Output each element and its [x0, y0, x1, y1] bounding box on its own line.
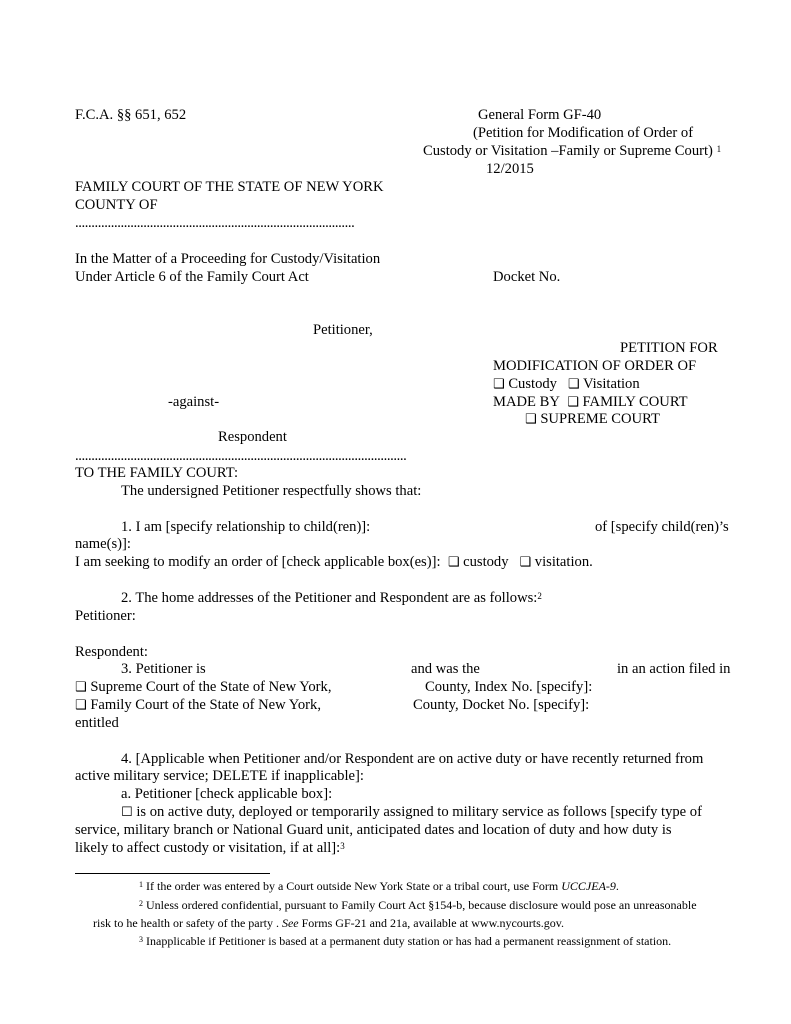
- para-3-index-no: County, Index No. [specify]:: [425, 679, 593, 695]
- footnote-ref-1: 1: [716, 144, 722, 154]
- petitioner-label: Petitioner,: [313, 322, 373, 338]
- para-3-family-court-checkbox[interactable]: ❑: [75, 698, 87, 713]
- family-court-label: FAMILY COURT: [582, 394, 688, 410]
- order-type-options: [493, 375, 640, 394]
- intro-line: The undersigned Petitioner respectfully shows that:: [121, 483, 422, 499]
- made-by-label: MADE BY: [493, 394, 560, 410]
- footnote-2-line-2: risk to he health or safety of the party . See Forms GF-21 and 21a, available at www.nycourts.gov.: [93, 916, 565, 930]
- court-county: COUNTY OF: [75, 197, 158, 213]
- para-2-respondent: Respondent:: [75, 644, 148, 660]
- visitation-label: Visitation: [582, 376, 640, 392]
- respondent-label: Respondent: [218, 429, 287, 445]
- para-4-active-duty-line: ☐ is on active duty, deployed or temporarily assigned to military service as follows [specify type of: [121, 804, 702, 820]
- para-1-relationship: 1. I am [specify relationship to child(ren)]:: [121, 519, 371, 535]
- para-4-line-2: active military service; DELETE if inapplicable]:: [75, 768, 364, 784]
- para-3-petitioner-is: 3. Petitioner is: [121, 661, 206, 677]
- para-3-was-the: and was the: [411, 661, 480, 677]
- form-date: 12/2015: [486, 161, 534, 177]
- para-3-action-filed: in an action filed in: [617, 661, 731, 677]
- custody-checkbox[interactable]: ❑: [493, 377, 505, 392]
- footnote-ref-2: 2: [537, 591, 542, 601]
- para-3-supreme-court-checkbox[interactable]: ❑: [75, 680, 87, 695]
- footnote-1: $^1$ If the order was entered by a Court outside New York State or a tribal court, use Form UCCJEA-9.: [139, 879, 619, 893]
- footnote-ref-3: 3: [340, 841, 345, 851]
- para-3-entitled: entitled: [75, 715, 119, 731]
- para-3-supreme-court-option: ❑ Supreme Court of the State of New York,: [75, 679, 332, 695]
- docket-number-label: Docket No.: [493, 269, 561, 285]
- footnote-divider: [75, 873, 270, 874]
- para-3-docket-no: County, Docket No. [specify]:: [413, 697, 590, 713]
- footnote-2-line-1: $^2$ Unless ordered confidential, pursuant to Family Court Act §154-b, because disclosure would pose an unreasonable: [139, 898, 697, 912]
- para-4-line-6: likely to affect custody or visitation, if at all]:$^3$: [75, 840, 345, 856]
- para-2-addresses: 2. The home addresses of the Petitioner and Respondent are as follows:$^2$: [121, 590, 542, 606]
- modify-visitation-checkbox[interactable]: ❑: [519, 555, 532, 570]
- para-1-names-label: name(s)]:: [75, 536, 131, 552]
- para-1-modify-line: I am seeking to modify an order of [check applicable box(es)]: ❑ custody ❑ visitation.: [75, 554, 593, 570]
- para-2-petitioner: Petitioner:: [75, 608, 136, 624]
- modify-custody-checkbox[interactable]: ❑: [447, 555, 460, 570]
- visitation-checkbox[interactable]: ❑: [567, 377, 580, 392]
- matter-line-1: In the Matter of a Proceeding for Custody/Visitation: [75, 251, 381, 267]
- modify-visitation-label: visitation.: [534, 554, 593, 570]
- active-duty-checkbox[interactable]: ☐: [121, 805, 133, 820]
- petition-title-2: MODIFICATION OF ORDER OF: [493, 358, 697, 374]
- matter-line-2: Under Article 6 of the Family Court Act: [75, 269, 309, 285]
- to-family-court: TO THE FAMILY COURT:: [75, 465, 239, 481]
- supreme-court-line: [525, 410, 660, 429]
- supreme-court-checkbox[interactable]: ❑: [525, 412, 537, 427]
- caption-dots: ......................................................................................................: [75, 448, 407, 464]
- para-4-line-1: 4. [Applicable when Petitioner and/or Respondent are on active duty or have recently returned from: [121, 751, 704, 767]
- family-court-checkbox[interactable]: ❑: [567, 395, 579, 410]
- form-name: General Form GF-40: [478, 107, 602, 123]
- against-label: -against-: [168, 394, 220, 410]
- para-1-children-names: of [specify child(ren)’s: [595, 519, 729, 535]
- modify-custody-label: custody: [463, 554, 509, 570]
- para-4-petitioner-check: a. Petitioner [check applicable box]:: [121, 786, 333, 802]
- court-name: FAMILY COURT OF THE STATE OF NEW YORK: [75, 179, 384, 195]
- para-4-line-5: service, military branch or National Guard unit, anticipated dates and location of duty and how duty is: [75, 822, 672, 838]
- petition-title-1: PETITION FOR: [620, 340, 718, 356]
- para-3-family-court-option: ❑ Family Court of the State of New York,: [75, 697, 321, 713]
- form-description-line-2: Custody or Visitation –Family or Supreme Court) $^1$: [423, 143, 722, 159]
- court-county-dots: ......................................................................................: [75, 215, 355, 231]
- supreme-court-label: SUPREME COURT: [540, 411, 660, 427]
- statute-citation: F.C.A. §§ 651, 652: [75, 107, 187, 123]
- custody-label: Custody: [508, 376, 557, 392]
- form-description-line-1: (Petition for Modification of Order of: [473, 125, 694, 141]
- footnote-3: $^3$ Inapplicable if Petitioner is based at a permanent duty station or has had a permanent reassignment of station.: [139, 934, 672, 948]
